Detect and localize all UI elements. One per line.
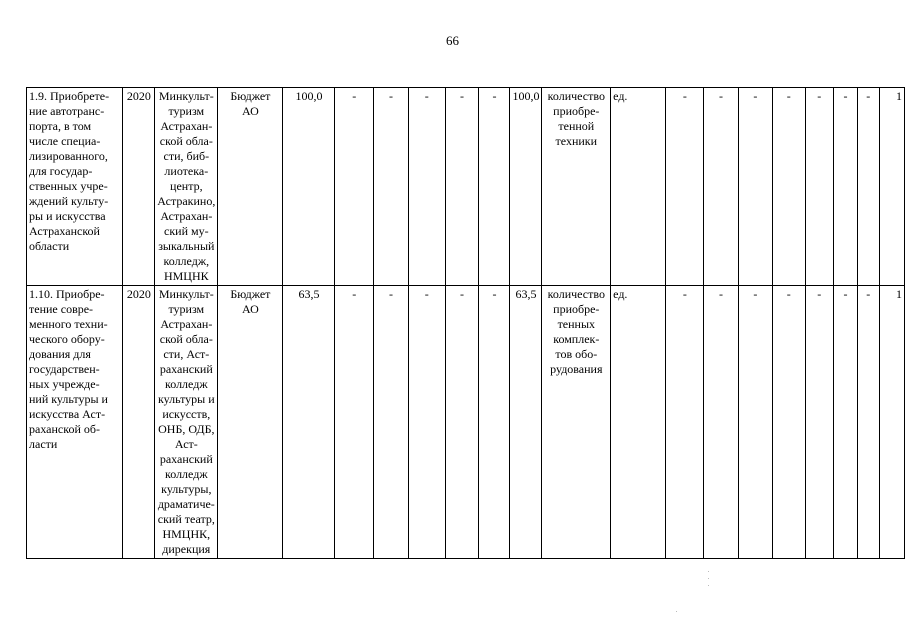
funding-source-cell: Бюджет АО [218,286,283,559]
amount-dash-cell: - [335,88,374,286]
scan-speck [708,585,709,586]
indicator-dash-cell: - [833,286,857,559]
table-row [27,286,905,559]
amount-dash-cell: - [335,286,374,559]
subtotal-amount-cell: 100,0 [510,88,542,286]
indicator-dash-cell: - [666,88,704,286]
amount-dash-cell: - [445,286,479,559]
indicator-cell: количество приобре- тенной техники [542,88,611,286]
measure-name-cell: 1.10. Приобре- тение совре- менного техни- ческого обору- дования для государствен- ных учрежде- ний культуры и искусства Аст- раханской об- ласти [27,286,123,559]
indicator-dash-cell: - [772,88,805,286]
indicator-dash-cell: - [704,88,739,286]
table-row [27,88,905,286]
year-cell: 2020 [123,286,155,559]
indicator-cell: количество приобре- тенных комплек- тов обо- рудования [542,286,611,559]
indicator-dash-cell: - [805,286,833,559]
indicator-dash-cell: - [772,286,805,559]
total-amount-cell: 100,0 [283,88,335,286]
total-amount-cell: 63,5 [283,286,335,559]
unit-cell: ед. [611,88,666,286]
unit-cell: ед. [611,286,666,559]
scan-speck [676,611,677,612]
executor-cell: Минкульт- туризм Астрахан- ской обла- сти, биб- лиотека- центр, Астракино, Астрахан- ский му- зыкальный колледж, НМЦНК [155,88,218,286]
subtotal-amount-cell: 63,5 [510,286,542,559]
amount-dash-cell: - [408,88,445,286]
indicator-value-cell: 1 [879,88,905,286]
indicator-dash-cell: - [666,286,704,559]
amount-dash-cell: - [479,286,510,559]
scan-speck [708,571,709,572]
indicator-dash-cell: - [858,286,879,559]
executor-cell: Минкульт- туризм Астрахан- ской обла- сти, Аст- раханский колледж культуры и искусств, ОНБ, ОДБ, Аст- раханский колледж культуры, драматиче- ский театр, НМЦНК, дирекция [155,286,218,559]
indicator-dash-cell: - [704,286,739,559]
indicator-dash-cell: - [738,88,772,286]
indicator-value-cell: 1 [879,286,905,559]
amount-dash-cell: - [479,88,510,286]
program-table [26,87,905,559]
amount-dash-cell: - [445,88,479,286]
amount-dash-cell: - [408,286,445,559]
measure-name-cell: 1.9. Приобрете- ние автотранс- порта, в том числе специа- лизированного, для государ- ственных учре- ждений культу- ры и искусства Астраханской области [27,88,123,286]
amount-dash-cell: - [374,286,409,559]
page-number: 66 [446,33,459,48]
funding-source-cell: Бюджет АО [218,88,283,286]
indicator-dash-cell: - [858,88,879,286]
year-cell: 2020 [123,88,155,286]
indicator-dash-cell: - [738,286,772,559]
indicator-dash-cell: - [805,88,833,286]
amount-dash-cell: - [374,88,409,286]
scan-speck [708,578,709,579]
indicator-dash-cell: - [833,88,857,286]
